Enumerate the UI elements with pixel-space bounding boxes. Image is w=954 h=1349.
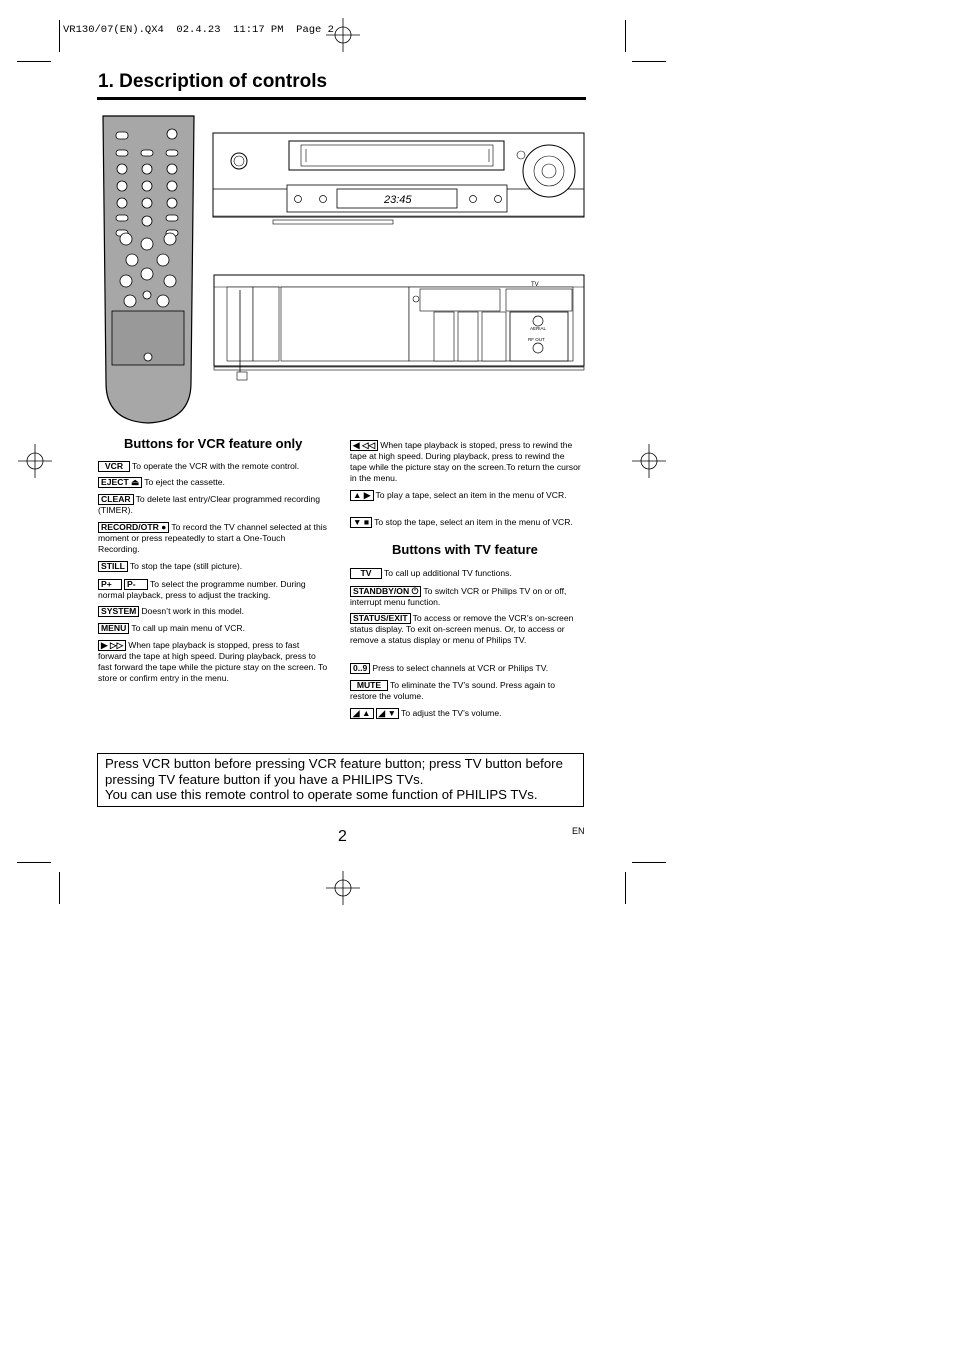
remote-control-illustration <box>100 113 197 426</box>
list-item: ▶ ▷▷ When tape playback is stopped, press to fast forward the tape at high speed. During playback, press to fast forward the tape while the picture stay on the screen. To store or confirm entry in the menu. <box>98 640 328 683</box>
list-item: ◀ ◁◁ When tape playback is stoped, press to rewind the tape at high speed. During playback, press to rewind the tape while the picture stay on the screen.To return the cursor in the menu. <box>350 440 581 483</box>
menu-key: MENU <box>98 623 129 634</box>
note-box <box>97 753 584 807</box>
crop-mark <box>632 61 666 62</box>
vcr-front-illustration <box>211 131 586 228</box>
tv-section-heading: Buttons with TV feature <box>392 542 538 557</box>
vcr-rear-illustration <box>210 272 586 384</box>
p-plus-key: P+ <box>98 579 122 590</box>
crop-mark <box>59 872 60 904</box>
record-otr-key: RECORD/OTR ● <box>98 522 169 533</box>
registration-mark <box>18 444 52 478</box>
system-key: SYSTEM <box>98 606 139 617</box>
still-key: STILL <box>98 561 128 572</box>
rear-tv-label: TV <box>531 282 539 288</box>
mute-key: MUTE <box>350 680 388 691</box>
stop-key: ▼ ■ <box>350 517 372 528</box>
number-keys: 0..9 <box>350 663 370 674</box>
vcr-display-time: 23:45 <box>384 194 412 206</box>
crop-mark <box>632 862 666 863</box>
note-line: Press VCR button before pressing VCR feature button; press TV button before pressing TV feature button if you have a PHILIPS TVs. <box>105 756 563 787</box>
vcr-section-heading: Buttons for VCR feature only <box>124 436 303 451</box>
crop-mark <box>59 20 60 52</box>
list-item: MENU To call up main menu of VCR. <box>98 623 328 634</box>
list-item: EJECT ⏏ To eject the cassette. <box>98 477 328 488</box>
p-minus-key: P- <box>124 579 148 590</box>
volume-up-key: ◢ ▲ <box>350 708 374 719</box>
crop-mark <box>625 20 626 52</box>
rf-out-label: RF OUT <box>528 337 545 342</box>
tv-key: TV <box>350 568 382 579</box>
list-item: ▼ ■ To stop the tape, select an item in the menu of VCR. <box>350 517 582 528</box>
list-item: ◢ ▲ ◢ ▼ To adjust the TV’s volume. <box>350 708 582 719</box>
volume-down-key: ◢ ▼ <box>376 708 400 719</box>
list-item: 0..9 Press to select channels at VCR or Philips TV. <box>350 663 582 674</box>
crop-mark <box>17 862 51 863</box>
list-item: STATUS/EXIT To access or remove the VCR’s on-screen status display. To exit on-screen menus. Or, to access or remove a status display or menu of Philips TV. <box>350 613 574 645</box>
page-number: 2 <box>338 828 347 845</box>
list-item: P+ P- To select the programme number. During normal playback, press to adjust the tracking. <box>98 579 306 600</box>
note-line: You can use this remote control to operate some function of PHILIPS TVs. <box>105 787 538 802</box>
page-title: 1. Description of controls <box>98 71 328 92</box>
list-item: STANDBY/ON ⏻ To switch VCR or Philips TV on or off, interrupt menu function. <box>350 586 567 607</box>
standby-on-key: STANDBY/ON ⏻ <box>350 586 421 597</box>
crop-mark <box>625 872 626 904</box>
list-item: CLEAR To delete last entry/Clear programmed recording (TIMER). <box>98 494 320 515</box>
registration-mark <box>632 444 666 478</box>
print-header: VR130/07(EN).QX4 02.4.23 11:17 PM Page 2 <box>63 24 334 36</box>
aerial-label: AERIAL <box>530 326 547 331</box>
list-item: TV To call up additional TV functions. <box>350 568 582 579</box>
rewind-key: ◀ ◁◁ <box>350 440 378 451</box>
list-item: ▲ ▶ To play a tape, select an item in the menu of VCR. <box>350 490 582 501</box>
registration-mark <box>326 871 360 905</box>
list-item: SYSTEM Doesn’t work in this model. <box>98 606 328 617</box>
list-item: MUTE To eliminate the TV’s sound. Press again to restore the volume. <box>350 680 555 701</box>
language-code: EN <box>572 826 585 836</box>
title-rule <box>97 97 586 100</box>
list-item: VCR To operate the VCR with the remote control. <box>98 461 328 472</box>
list-item: RECORD/OTR ● To record the TV channel selected at this moment or press repeatedly to start a One-Touch Recording. <box>98 522 327 554</box>
status-exit-key: STATUS/EXIT <box>350 613 411 624</box>
list-item: STILL To stop the tape (still picture). <box>98 561 328 572</box>
clear-key: CLEAR <box>98 494 134 505</box>
vcr-key: VCR <box>98 461 130 472</box>
fast-forward-key: ▶ ▷▷ <box>98 640 126 651</box>
crop-mark <box>17 61 51 62</box>
eject-key: EJECT ⏏ <box>98 477 142 488</box>
play-key: ▲ ▶ <box>350 490 374 501</box>
